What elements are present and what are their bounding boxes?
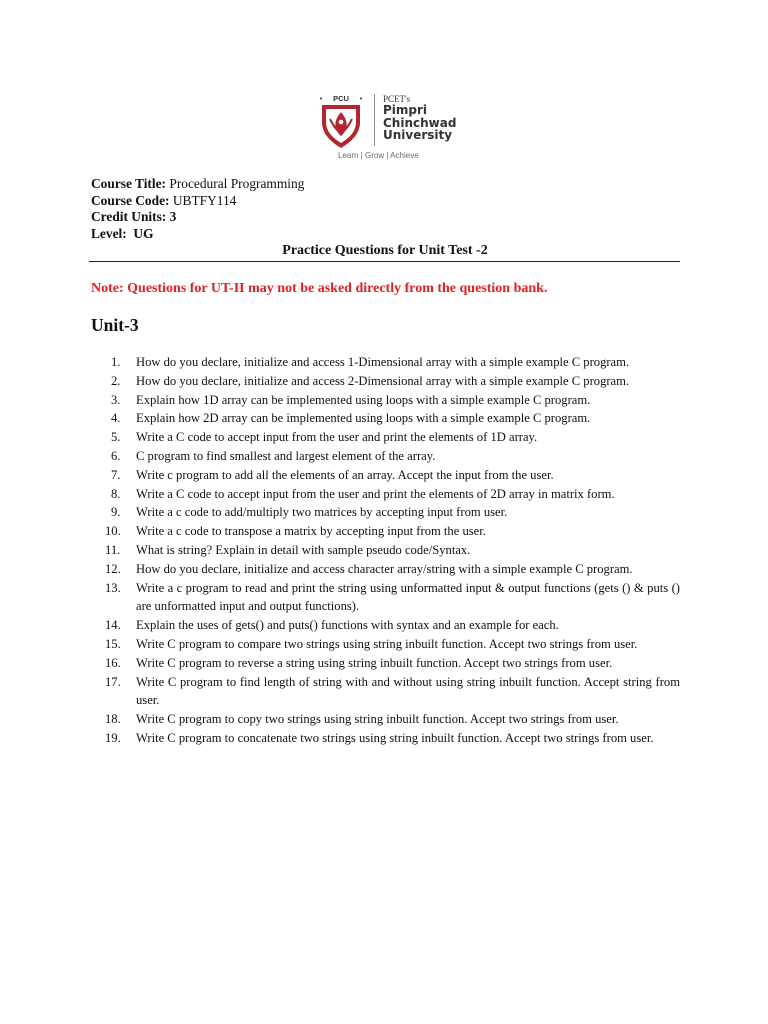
question-text: Explain the uses of gets() and puts() functions with syntax and an example for each.	[136, 618, 559, 633]
question-text: How do you declare, initialize and access character array/string with a simple example C program.	[136, 561, 633, 576]
question-number: 12.	[105, 561, 121, 576]
question-item	[91, 560, 680, 579]
title-divider	[89, 261, 680, 262]
question-text: Write C program to reverse a string using string inbuilt function. Accept two strings from user.	[136, 655, 613, 670]
logo-divider	[374, 94, 375, 146]
question-number: 16.	[105, 655, 121, 670]
question-number: 5.	[111, 430, 121, 445]
question-text: Write c program to add all the elements of an array. Accept the input from the user.	[136, 467, 554, 482]
question-item	[91, 673, 680, 711]
question-item	[91, 447, 680, 466]
pcet-prefix: PCET's	[383, 94, 411, 104]
course-code-row	[91, 193, 304, 210]
question-text: Write a C code to accept input from the user and print the elements of 2D array in matrix form.	[136, 486, 615, 501]
question-text: Explain how 1D array can be implemented using loops with a simple example C program.	[136, 392, 591, 407]
question-text: C program to find smallest and largest element of the array.	[136, 448, 436, 463]
course-title-row	[91, 176, 304, 193]
question-item	[91, 635, 680, 654]
question-number: 1.	[111, 355, 121, 369]
question-number: 4.	[111, 411, 121, 426]
question-number: 14.	[105, 618, 121, 633]
name-line-1: Pimpri	[383, 103, 428, 117]
question-item	[91, 729, 680, 748]
university-name	[383, 94, 456, 142]
question-item	[91, 710, 680, 729]
course-code-value: UBTFY114	[172, 192, 237, 208]
question-item	[91, 466, 680, 485]
level-label: Level:	[91, 225, 127, 241]
question-number: 11.	[105, 542, 121, 557]
question-number: 18.	[105, 712, 121, 727]
credit-units-row	[91, 209, 304, 226]
question-item	[91, 485, 680, 504]
question-number: 3.	[111, 392, 121, 407]
question-number: 7.	[111, 467, 121, 482]
question-item	[91, 522, 680, 541]
question-number: 8.	[111, 486, 121, 501]
name-line-3: University	[383, 128, 453, 142]
question-item	[91, 409, 680, 428]
course-title-value: Procedural Programming	[169, 176, 305, 191]
question-text: Write C program to copy two strings using string inbuilt function. Accept two strings from user.	[136, 712, 619, 727]
seal-text: PCU	[333, 94, 349, 103]
question-text: What is string? Explain in detail with sample pseudo code/Syntax.	[136, 542, 471, 557]
note-text: Note: Questions for UT-II may not be asked directly from the question bank.	[91, 281, 548, 296]
question-item	[91, 372, 680, 391]
question-text: How do you declare, initialize and access 2-Dimensional array with a simple example C program.	[136, 373, 630, 388]
logo-tagline: Learn | Grow | Achieve	[338, 151, 419, 160]
question-number: 17.	[105, 674, 121, 689]
question-item	[91, 579, 680, 617]
course-info	[91, 176, 304, 242]
level-row	[91, 226, 304, 243]
question-item	[91, 616, 680, 635]
question-text: How do you declare, initialize and access 1-Dimensional array with a simple example C program.	[136, 355, 630, 369]
question-text: Write C program to compare two strings using string inbuilt function. Accept two strings from user.	[136, 636, 638, 651]
question-item	[91, 503, 680, 522]
question-text: Explain how 2D array can be implemented using loops with a simple example C program.	[136, 411, 591, 426]
question-item	[91, 541, 680, 560]
question-text: Write a c code to add/multiply two matrices by accepting input from user.	[136, 505, 508, 520]
question-number: 13.	[105, 580, 121, 595]
page-title: Practice Questions for Unit Test -2	[282, 243, 488, 258]
course-code-label: Course Code:	[91, 192, 170, 208]
question-number: 10.	[105, 524, 121, 539]
question-number: 6.	[111, 448, 121, 463]
question-number: 15.	[105, 636, 121, 651]
question-item	[91, 654, 680, 673]
question-text: Write a c code to transpose a matrix by accepting input from the user.	[136, 524, 486, 539]
question-text: Write C program to find length of string with and without using string inbuilt function. Accept string from user.	[136, 674, 680, 708]
university-logo	[316, 92, 466, 164]
course-title-label: Course Title:	[91, 176, 167, 191]
question-number: 2.	[111, 373, 121, 388]
question-number: 9.	[111, 505, 121, 520]
question-item	[91, 391, 680, 410]
pcu-seal-icon	[316, 92, 366, 150]
question-text: Write a C code to accept input from the user and print the elements of 1D array.	[136, 430, 538, 445]
question-number: 19.	[105, 730, 121, 745]
question-list	[91, 353, 680, 748]
level-value: UG	[133, 225, 154, 241]
credit-units-label: Credit Units: 3	[91, 209, 177, 224]
question-text: Write C program to concatenate two strings using string inbuilt function. Accept two strings from user.	[136, 730, 654, 745]
unit-heading: Unit-3	[91, 315, 139, 335]
question-text: Write a c program to read and print the string using unformatted input & output functions (gets () & puts () are unformatted input and output functions).	[136, 580, 680, 614]
question-item	[91, 353, 680, 372]
question-item	[91, 428, 680, 447]
name-line-2: Chinchwad	[383, 115, 457, 130]
